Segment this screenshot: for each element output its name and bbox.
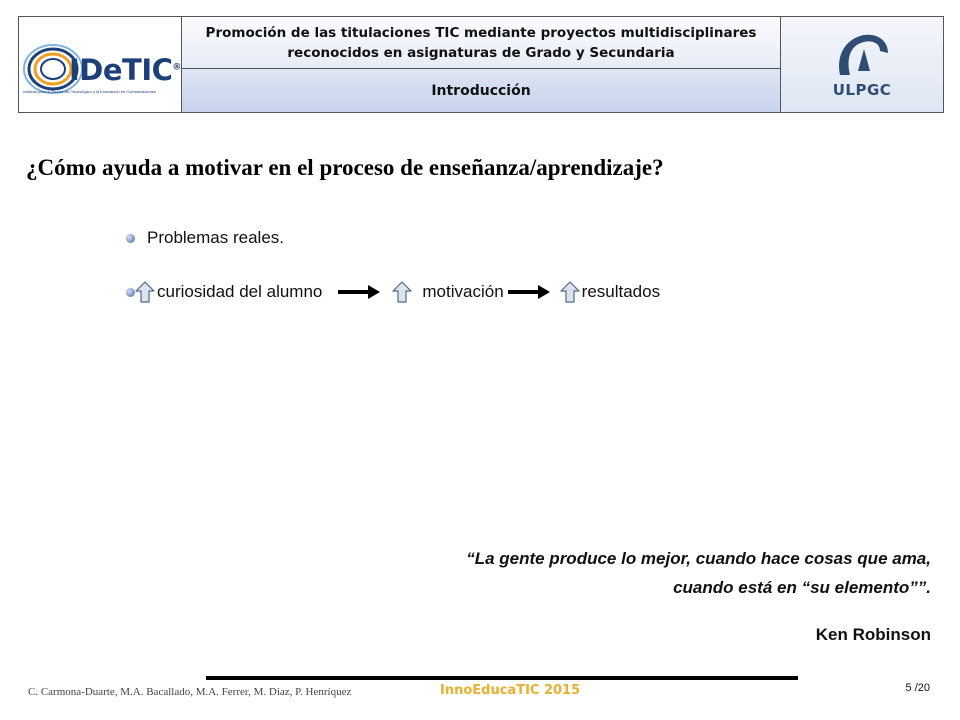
chain-item-text: curiosidad del alumno [157,282,323,301]
chain-item-curiosity [135,281,322,303]
page-number: 5 /20 [905,682,930,694]
idetic-logo-trademark: ® [172,62,181,73]
header-center [182,17,781,112]
chain-item-motivation [392,281,503,303]
up-arrow-icon [135,281,155,303]
slide-header [18,16,944,113]
chain-item-text: resultados [581,282,661,301]
footer-authors: C. Carmona-Duarte, M.A. Bacallado, M.A. Ferrer, M. Diaz, P. Henríquez [28,686,352,698]
idetic-logo-text: IDeTIC [69,53,173,87]
right-arrow-icon [338,284,380,300]
bullet-dot-icon [126,234,135,243]
quote-line: “La gente produce lo mejor, cuando hace cosas que ama, [466,549,931,568]
bullet-item-chain [126,281,660,303]
up-arrow-icon [392,281,412,303]
idetic-logo-tagline: Instituto para el Desarrollo Tecnológico y la Innovación en Comunicaciones [23,89,156,94]
ulpgc-emblem-icon [830,31,894,79]
bullet-item [126,228,284,248]
bullet-text: Problemas reales. [147,228,285,247]
chain-item-results [560,281,660,303]
quote-line: cuando está en “su elemento””. [673,578,931,597]
slide-title: ¿Cómo ayuda a motivar en el proceso de enseñanza/aprendizaje? [26,155,664,180]
ulpgc-logo-text: ULPGC [832,80,892,99]
quote-block [291,544,931,602]
ulpgc-logo [781,17,943,112]
header-title: Promoción de las titulaciones TIC mediante proyectos multidisciplinares reconocidos en asignaturas de Grado y Secundaria [182,17,780,69]
bullet-dot-icon [126,288,135,297]
up-arrow-icon [560,281,580,303]
footer-divider [206,676,798,680]
right-arrow-icon [508,284,550,300]
idetic-logo [19,17,182,112]
footer-event: InnoEducaTIC 2015 [440,683,581,698]
section-title: Introducción [182,69,780,112]
idetic-logo-wordmark [69,53,181,87]
chain-item-text: motivación [422,282,504,301]
quote-author: Ken Robinson [815,625,931,644]
